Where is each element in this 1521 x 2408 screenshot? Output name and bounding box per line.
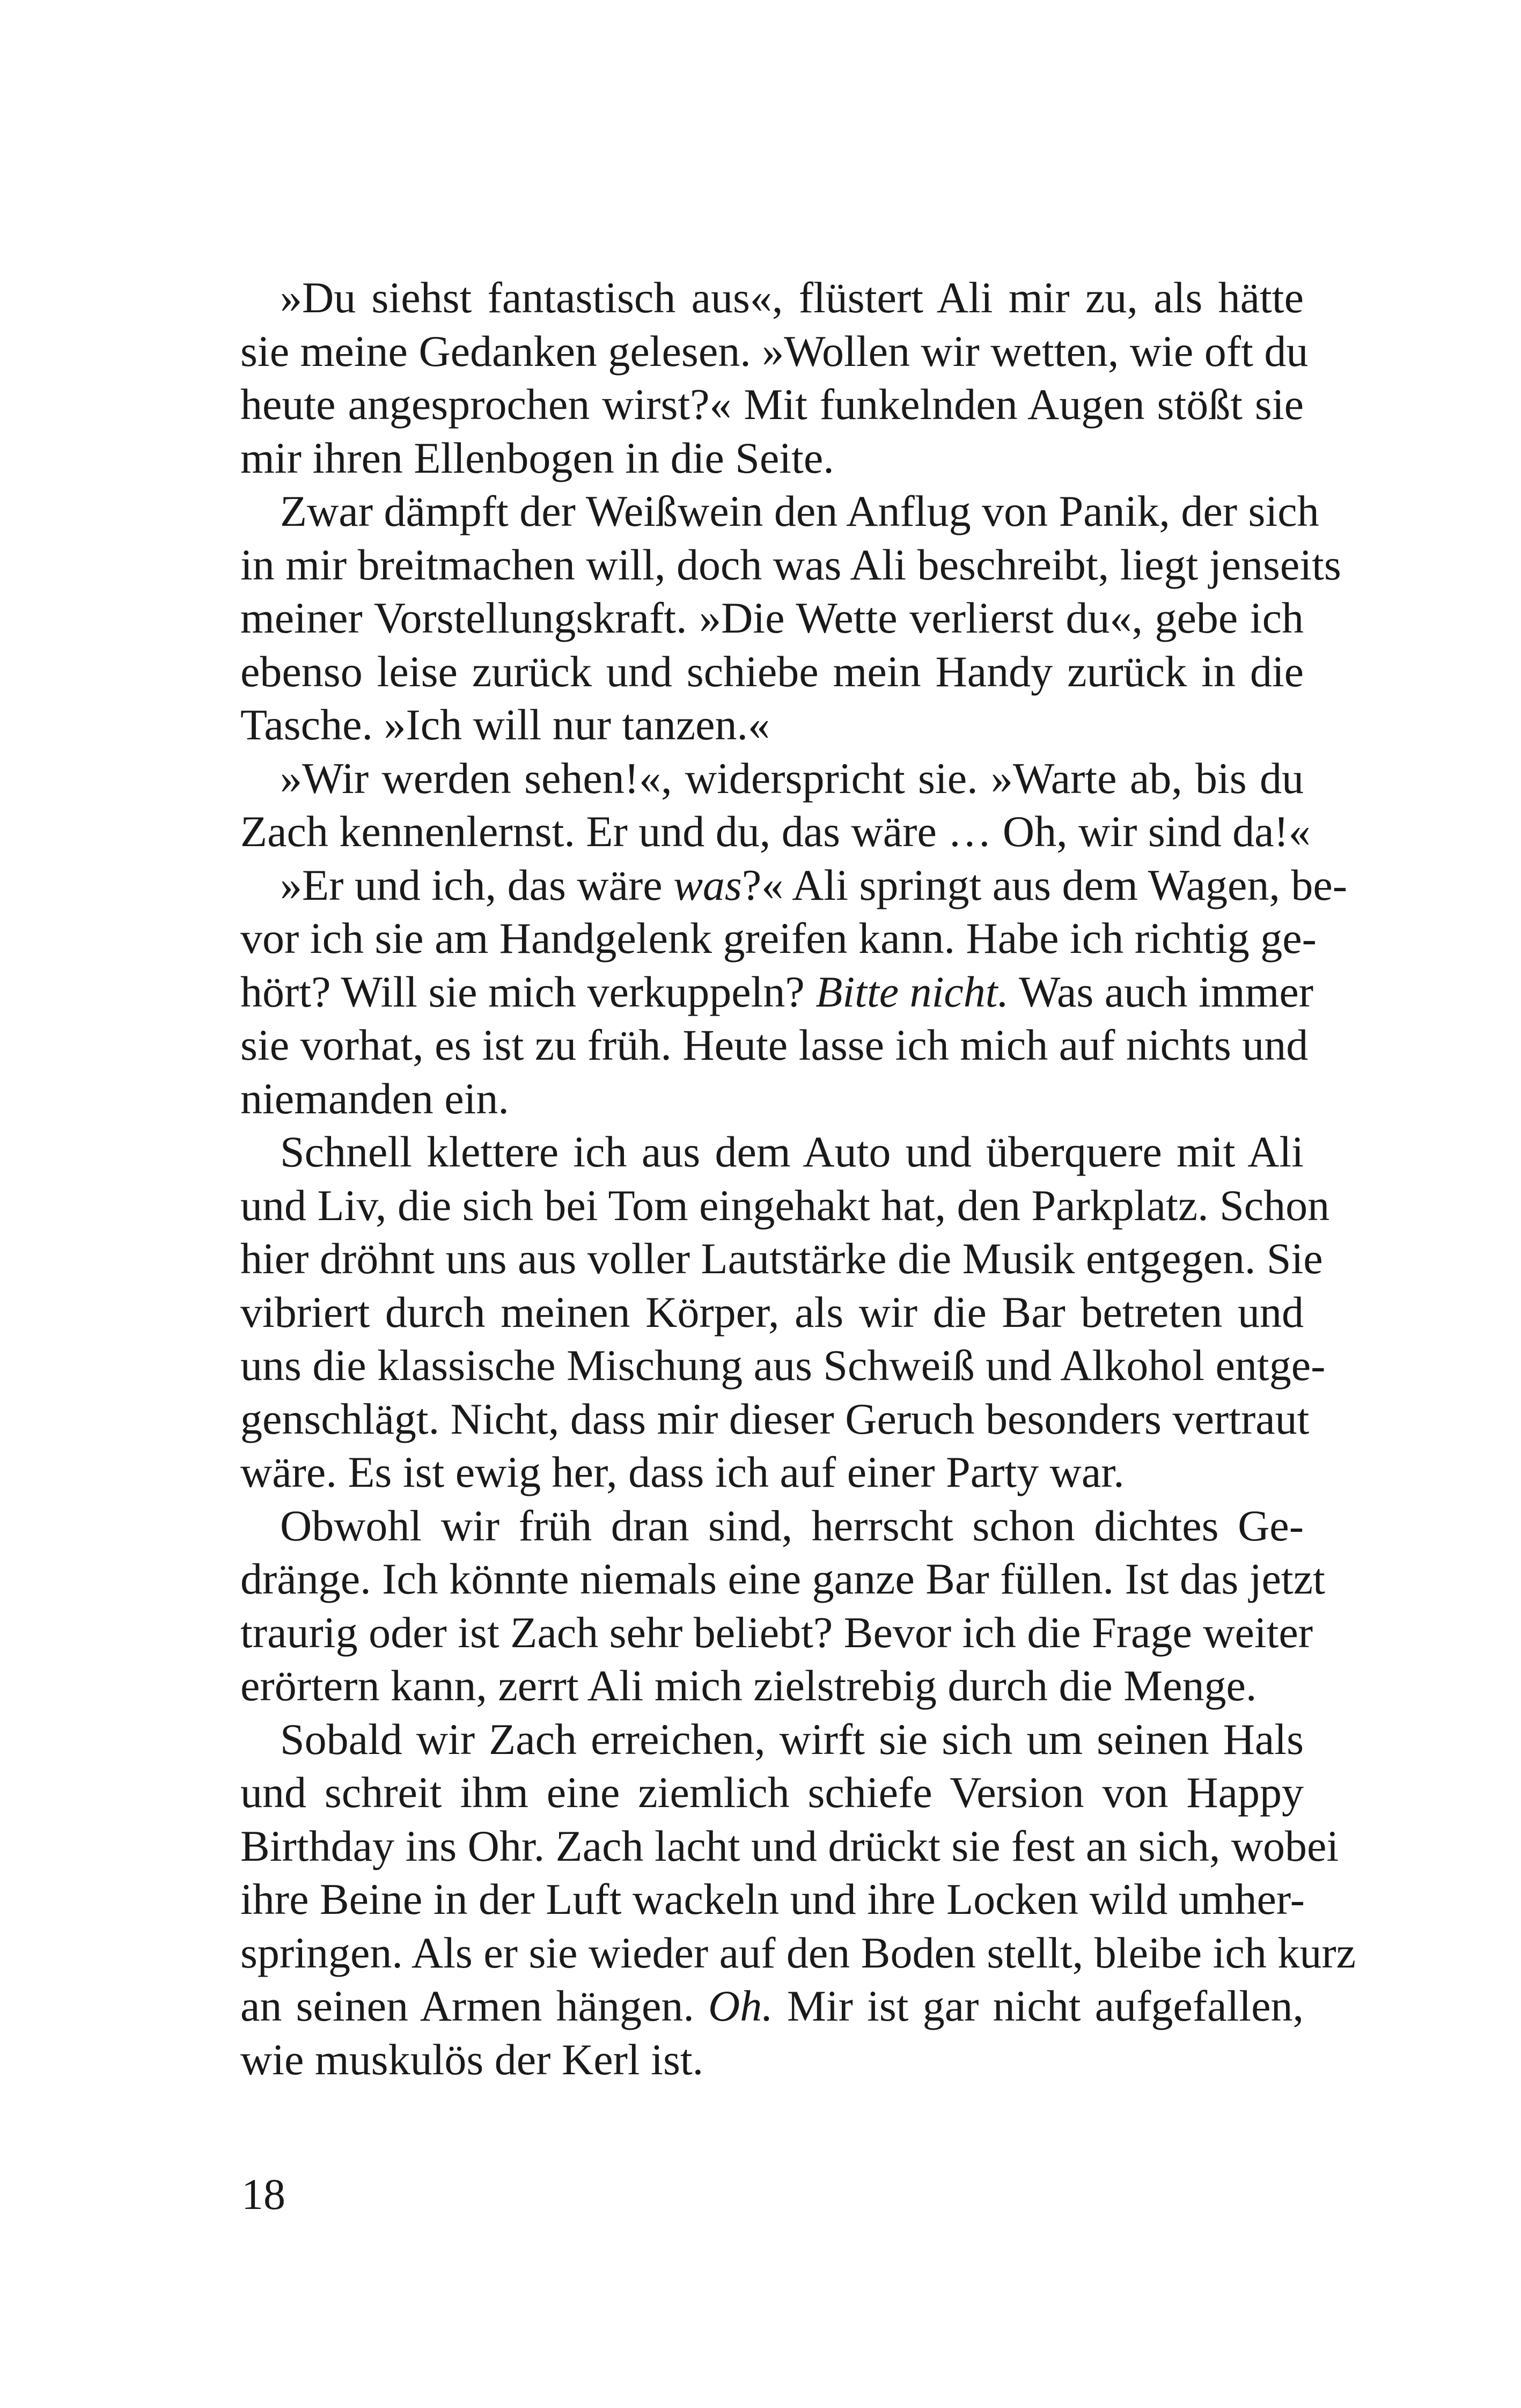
text-line xyxy=(240,912,1317,965)
text-line xyxy=(240,645,1304,699)
text-line xyxy=(240,431,1304,485)
text-line xyxy=(240,1072,1304,1126)
text-segment: Tasche. »Ich will nur tanzen.« xyxy=(240,700,770,749)
paragraph xyxy=(240,484,1341,752)
text-segment: Birthday ins Ohr. Zach lacht und drückt sie fest an sich, wobei xyxy=(240,1821,1339,1870)
text-line xyxy=(240,1606,1313,1660)
text-line xyxy=(240,1766,1304,1819)
text-segment: Sobald wir Zach erreichen, wirft sie sich um seinen Hals xyxy=(280,1714,1304,1764)
text-segment: und Liv, die sich bei Tom eingehakt hat, den Parkplatz. Schon xyxy=(240,1180,1330,1230)
text-line xyxy=(240,1552,1325,1606)
text-line xyxy=(240,698,1304,752)
text-segment: springen. Als er sie wieder auf den Boden stellt, bleibe ich kurz xyxy=(240,1928,1356,1977)
text-line xyxy=(240,965,1314,1019)
text-line xyxy=(240,1392,1310,1446)
text-segment: sie vorhat, es ist zu früh. Heute lasse ich mich auf nichts und xyxy=(240,1021,1309,1069)
text-segment: Obwohl wir früh dran sind, herrscht schon dichtes Ge- xyxy=(280,1501,1304,1550)
text-segment: an seinen Armen hängen. xyxy=(240,1981,709,2030)
text-segment: dränge. Ich könnte niemals eine ganze Bar füllen. Ist das jetzt xyxy=(240,1554,1325,1603)
text-segment: »Er und ich, das wäre xyxy=(280,860,674,909)
text-segment: meiner Vorstellungskraft. »Die Wette verlierst du«, gebe ich xyxy=(240,593,1304,642)
text-segment: wie muskulös der Kerl ist. xyxy=(240,2035,704,2084)
text-line xyxy=(240,271,1304,325)
paragraph xyxy=(240,858,1348,1126)
text-segment: hier dröhnt uns aus voller Lautstärke die Musik entgegen. Sie xyxy=(240,1234,1323,1283)
text-segment: Was auch immer xyxy=(1009,967,1314,1016)
text-segment: ihre Beine in der Luft wackeln und ihre Locken wild umher- xyxy=(240,1875,1305,1924)
text-line xyxy=(240,1873,1304,1926)
text-line xyxy=(240,378,1304,431)
text-line xyxy=(240,1018,1309,1072)
text-line xyxy=(240,1232,1323,1286)
text-segment: niemanden ein. xyxy=(240,1074,509,1123)
text-line xyxy=(240,1125,1304,1179)
page-number: 18 xyxy=(241,2170,285,2219)
text-line xyxy=(240,1713,1304,1766)
text-segment: vibriert durch meinen Körper, als wir die Bar betreten und xyxy=(240,1287,1304,1337)
text-segment: ?« Ali springt aus dem Wagen, be- xyxy=(741,860,1348,909)
text-segment: erörtern kann, zerrt Ali mich zielstrebig durch die Menge. xyxy=(240,1661,1257,1710)
text-line xyxy=(240,1499,1304,1553)
text-segment: »Du siehst fantastisch aus«, flüstert Ali mir zu, als hätte xyxy=(280,273,1304,322)
text-segment: hört? Will sie mich verkuppeln? xyxy=(240,967,816,1016)
text-segment: uns die klassische Mischung aus Schweiß und Alkohol entge- xyxy=(240,1341,1326,1390)
italic-text: was xyxy=(673,860,742,909)
text-line xyxy=(240,1926,1356,1980)
italic-text: Oh. xyxy=(708,1981,773,2030)
text-line xyxy=(240,752,1304,805)
text-line xyxy=(240,1979,1304,2033)
text-segment: vor ich sie am Handgelenk greifen kann. Habe ich richtig ge- xyxy=(240,914,1317,963)
text-segment: mir ihren Ellenbogen in die Seite. xyxy=(240,433,834,482)
text-segment: Zach kennenlernst. Er und du, das wäre … Oh, wir sind da!« xyxy=(240,807,1311,856)
text-line xyxy=(240,538,1341,592)
paragraph xyxy=(240,1713,1356,2087)
text-line xyxy=(240,1179,1330,1232)
text-line xyxy=(240,1286,1304,1339)
text-line xyxy=(240,1339,1326,1392)
text-line xyxy=(240,484,1319,538)
paragraph xyxy=(240,1125,1330,1499)
text-segment: Schnell klettere ich aus dem Auto und überquere mit Ali xyxy=(280,1127,1304,1176)
italic-text: Bitte nicht. xyxy=(815,967,1009,1016)
text-line xyxy=(240,1445,1304,1499)
text-line xyxy=(240,858,1348,912)
text-segment: wäre. Es ist ewig her, dass ich auf einer Party war. xyxy=(240,1448,1125,1496)
text-segment: ebenso leise zurück und schiebe mein Handy zurück in die xyxy=(240,647,1304,696)
text-segment: in mir breitmachen will, doch was Ali beschreibt, liegt jenseits xyxy=(240,540,1341,589)
text-segment: traurig oder ist Zach sehr beliebt? Bevor ich die Frage weiter xyxy=(240,1607,1313,1657)
text-line xyxy=(240,2033,1304,2087)
text-line xyxy=(240,1819,1339,1873)
text-line xyxy=(240,1659,1304,1713)
text-line xyxy=(240,325,1309,378)
paragraph xyxy=(240,752,1311,858)
text-segment: heute angesprochen wirst?« Mit funkelnden Augen stößt sie xyxy=(240,380,1304,429)
paragraph xyxy=(240,1499,1325,1713)
text-segment: Zwar dämpft der Weißwein den Anflug von Panik, der sich xyxy=(280,487,1319,535)
body-text xyxy=(240,271,1356,2086)
text-segment: »Wir werden sehen!«, widerspricht sie. »Warte ab, bis du xyxy=(280,753,1304,803)
text-segment: und schreit ihm eine ziemlich schiefe Version von Happy xyxy=(240,1768,1304,1817)
text-segment: genschlägt. Nicht, dass mir dieser Geruch besonders vertraut xyxy=(240,1394,1310,1443)
paragraph xyxy=(240,271,1309,484)
text-line xyxy=(240,805,1311,858)
text-segment: Mir ist gar nicht aufgefallen, xyxy=(773,1981,1304,2030)
text-line xyxy=(240,591,1304,645)
text-segment: sie meine Gedanken gelesen. »Wollen wir wetten, wie oft du xyxy=(240,326,1309,376)
